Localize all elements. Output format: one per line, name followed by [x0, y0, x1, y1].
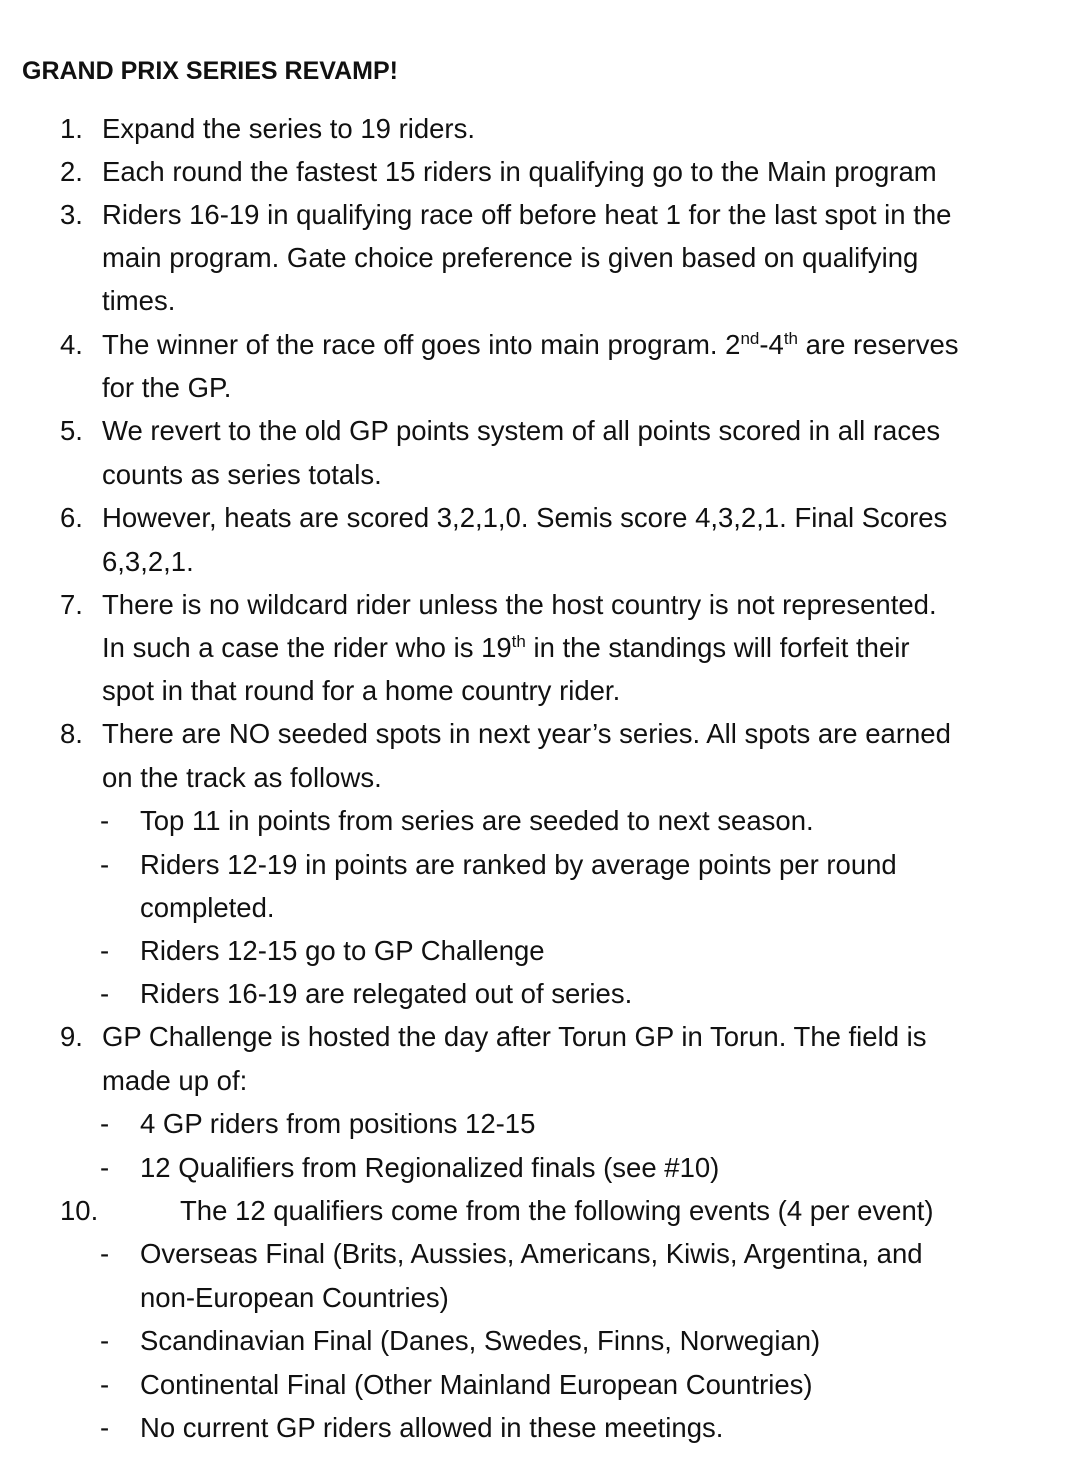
bullet-dash: -: [100, 1152, 110, 1183]
item-text: spot in that round for a home country rider.: [102, 675, 621, 706]
item-number: 5.: [60, 415, 83, 446]
item-number: 1.: [60, 113, 83, 144]
item-number: 4.: [60, 329, 83, 360]
bullet-text: Scandinavian Final (Danes, Swedes, Finns, Norwegian): [140, 1325, 821, 1356]
item-text: Each round the fastest 15 riders in qualifying go to the Main program: [102, 156, 937, 187]
item-text: The 12 qualifiers come from the following events (4 per event): [180, 1195, 934, 1226]
bullet-text: Continental Final (Other Mainland European Countries): [140, 1369, 813, 1400]
bullet-text: completed.: [140, 892, 275, 923]
item-text: There is no wildcard rider unless the host country is not represented.: [102, 589, 937, 620]
bullet-dash: -: [100, 1325, 110, 1356]
item-number: 10.: [60, 1195, 99, 1226]
item-text: counts as series totals.: [102, 459, 382, 490]
item-text: In such a case the rider who is 19th in the standings will forfeit their: [102, 631, 910, 663]
item-text: times.: [102, 285, 176, 316]
bullet-dash: -: [100, 805, 110, 836]
item-text: There are NO seeded spots in next year’s series. All spots are earned: [102, 718, 951, 749]
item-text: for the GP.: [102, 372, 232, 403]
item-text: main program. Gate choice preference is given based on qualifying: [102, 242, 919, 273]
item-text: made up of:: [102, 1065, 248, 1096]
bullet-text: Top 11 in points from series are seeded to next season.: [140, 805, 814, 836]
item-number: 9.: [60, 1021, 83, 1052]
item-text: However, heats are scored 3,2,1,0. Semis score 4,3,2,1. Final Scores: [102, 502, 948, 533]
item-text: Expand the series to 19 riders.: [102, 113, 475, 144]
bullet-text: Overseas Final (Brits, Aussies, Americans, Kiwis, Argentina, and: [140, 1238, 923, 1269]
bullet-dash: -: [100, 1238, 110, 1269]
bullet-text: Riders 12-19 in points are ranked by average points per round: [140, 849, 897, 880]
bullet-text: Riders 16-19 are relegated out of series.: [140, 978, 633, 1009]
bullet-dash: -: [100, 935, 110, 966]
item-text: The winner of the race off goes into main program. 2nd-4th are reserves: [102, 328, 959, 360]
item-number: 7.: [60, 589, 83, 620]
bullet-text: Riders 12-15 go to GP Challenge: [140, 935, 545, 966]
item-text: on the track as follows.: [102, 762, 382, 793]
item-number: 8.: [60, 718, 83, 749]
item-number: 2.: [60, 156, 83, 187]
item-text: 6,3,2,1.: [102, 546, 194, 577]
bullet-text: No current GP riders allowed in these meetings.: [140, 1412, 724, 1443]
item-number: 6.: [60, 502, 83, 533]
bullet-dash: -: [100, 978, 110, 1009]
bullet-text: non-European Countries): [140, 1282, 449, 1313]
item-text: GP Challenge is hosted the day after Torun GP in Torun. The field is: [102, 1021, 927, 1052]
bullet-dash: -: [100, 1412, 110, 1443]
bullet-dash: -: [100, 849, 110, 880]
bullet-text: 4 GP riders from positions 12-15: [140, 1108, 536, 1139]
bullet-text: 12 Qualifiers from Regionalized finals (see #10): [140, 1152, 720, 1183]
item-text: We revert to the old GP points system of all points scored in all races: [102, 415, 941, 446]
bullet-dash: -: [100, 1108, 110, 1139]
bullet-dash: -: [100, 1369, 110, 1400]
item-number: 3.: [60, 199, 83, 230]
item-text: Riders 16-19 in qualifying race off before heat 1 for the last spot in the: [102, 199, 952, 230]
document-title: GRAND PRIX SERIES REVAMP!: [22, 57, 398, 85]
